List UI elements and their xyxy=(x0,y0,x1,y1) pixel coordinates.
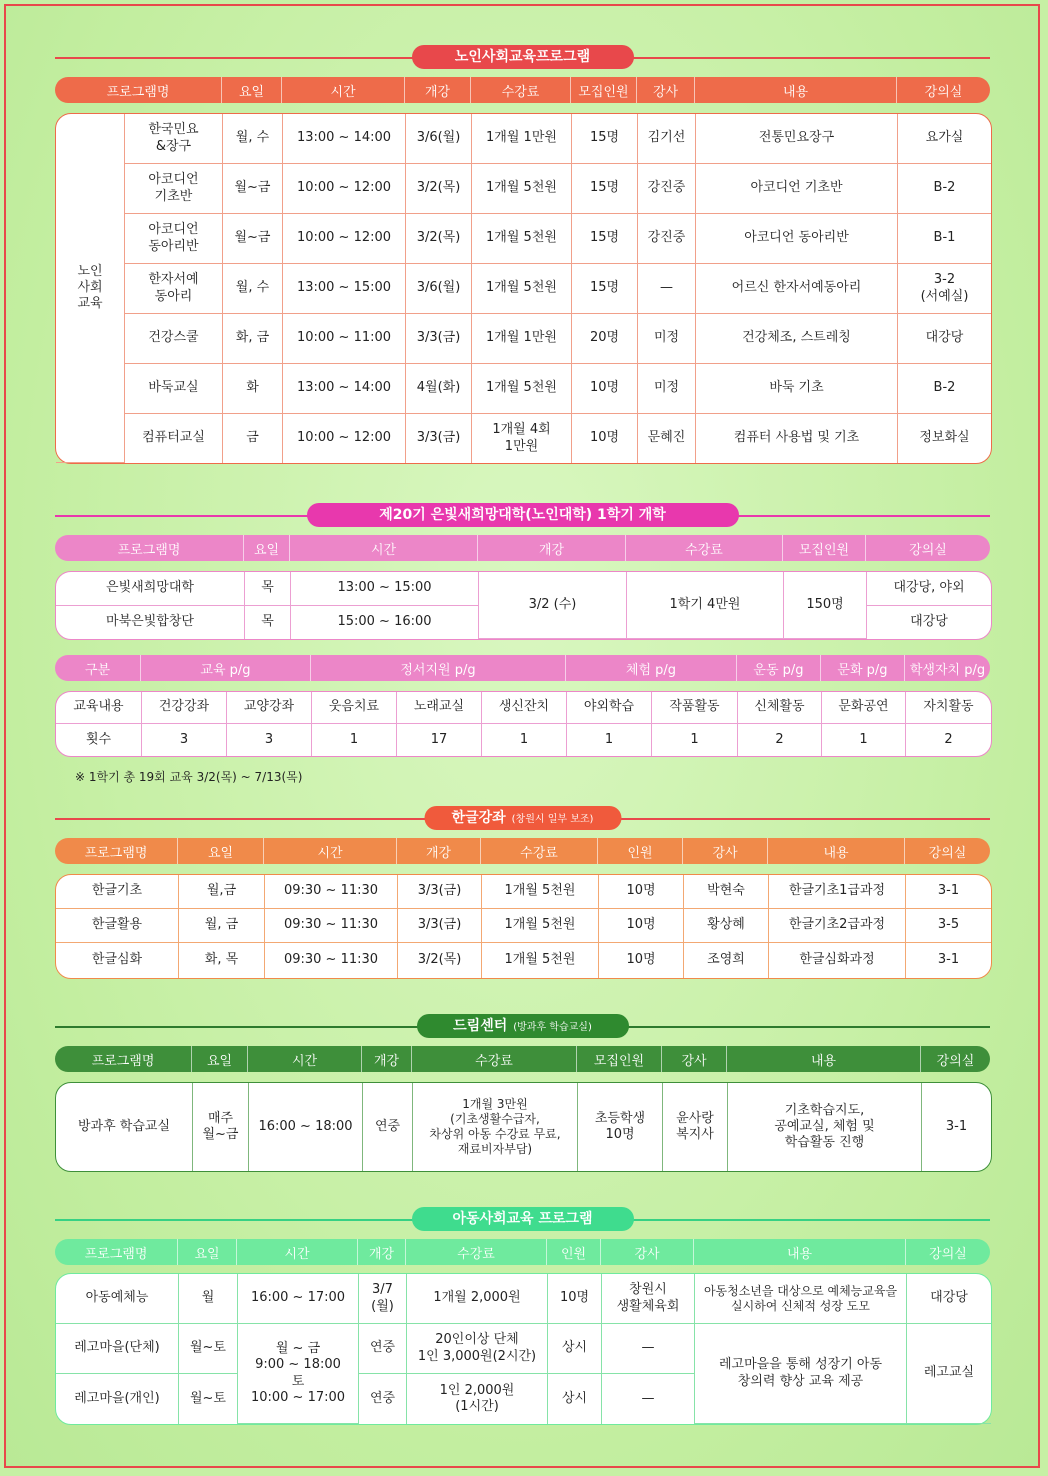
table-row xyxy=(56,314,991,364)
table-cell: 3-5 xyxy=(906,909,991,943)
table-cell: 1개월 5천원 xyxy=(482,875,599,909)
table-cell: — xyxy=(602,1374,695,1424)
table-cell: 3/2(목) xyxy=(406,214,472,264)
table-row xyxy=(56,264,991,314)
table-cell: 월~금 xyxy=(223,214,283,264)
table-cell: 바둑교실 xyxy=(125,364,223,414)
row-label: 횟수 xyxy=(56,724,142,756)
table-cell: 10:00 ~ 12:00 xyxy=(283,164,406,214)
table-cell: 건강체조, 스트레칭 xyxy=(696,314,898,364)
column-header: 수강료 xyxy=(481,838,598,864)
table-cell: 10명 xyxy=(572,414,638,463)
table-cell: 한글심화 xyxy=(56,943,179,978)
table-cell: 1학기 4만원 xyxy=(627,572,784,639)
table-cell: 은빛새희망대학 xyxy=(56,572,245,606)
column-header: 요일 xyxy=(178,1239,237,1265)
table-cell: 한글기초2급과정 xyxy=(769,909,906,943)
table-cell: 10명 xyxy=(599,875,684,909)
table-cell: 10:00 ~ 11:00 xyxy=(283,314,406,364)
table-cell: 2 xyxy=(738,724,822,756)
column-header: 요일 xyxy=(192,1046,248,1072)
table-row xyxy=(56,414,991,463)
column-header: 강의실 xyxy=(928,845,967,861)
table-row xyxy=(56,1324,991,1374)
section-title xyxy=(417,1014,629,1038)
column-header: 강의실 xyxy=(929,1246,967,1262)
row-label: 교육내용 xyxy=(56,692,142,724)
table-cell: 1개월 4회 1만원 xyxy=(472,414,572,463)
table-cell: 대강당 xyxy=(898,314,991,364)
column-header: 강사 xyxy=(683,838,768,864)
table-cell: 아코디언 동아리반 xyxy=(125,214,223,264)
table-cell: 월, 수 xyxy=(223,114,283,164)
table-cell: 3/3(금) xyxy=(398,875,482,909)
column-header: 수강료 xyxy=(626,535,783,561)
table-cell: 상시 xyxy=(548,1324,602,1374)
column-header: 내용 xyxy=(694,1239,906,1265)
table-cell: 3-1 xyxy=(945,1118,968,1134)
table-cell: 13:00 ~ 15:00 xyxy=(283,264,406,314)
table-cell: 3 xyxy=(142,724,227,756)
column-header: 내용 xyxy=(768,838,905,864)
table-cell: 3-1 xyxy=(937,952,960,968)
table-cell: 연중 xyxy=(359,1374,407,1424)
table-cell: 13:00 ~ 14:00 xyxy=(283,364,406,414)
table-cell: 초등학생 10명 xyxy=(578,1083,663,1171)
section-subtitle: (방과후 학습교실) xyxy=(513,1022,592,1033)
table-cell: 컴퓨터교실 xyxy=(125,414,223,463)
table-cell: B-2 xyxy=(898,364,991,414)
table-row xyxy=(56,364,991,414)
table-cell: 방과후 학습교실 xyxy=(56,1083,193,1171)
column-header: 강의실 xyxy=(924,84,963,100)
table-cell: 1 xyxy=(822,724,906,756)
column-header: 프로그램명 xyxy=(55,1239,178,1265)
column-header: 강의실 xyxy=(909,542,947,558)
table-cell: 3/3(금) xyxy=(406,414,472,463)
table-cell: 1개월 5천원 xyxy=(482,909,599,943)
column-header: 강의실 xyxy=(936,1053,975,1069)
table-cell: 교양강좌 xyxy=(227,692,312,724)
table-cell: 노래교실 xyxy=(397,692,482,724)
table-cell: 한글활용 xyxy=(56,909,179,943)
table-cell: 20명 xyxy=(572,314,638,364)
table-cell: 월, 수 xyxy=(223,264,283,314)
column-header: 인원 xyxy=(547,1239,601,1265)
silver-university-section xyxy=(55,503,990,793)
column-header: 수강료 xyxy=(412,1046,577,1072)
column-header: 강사 xyxy=(601,1239,694,1265)
table-cell: 16:00 ~ 17:00 xyxy=(238,1274,359,1324)
table-cell: 강진중 xyxy=(638,164,696,214)
section-title: 아동사회교육 프로그램 xyxy=(412,1207,634,1231)
table-cell: 월~금 xyxy=(223,164,283,214)
table-cell: 황상혜 xyxy=(684,909,769,943)
table-cell: 1 xyxy=(652,724,738,756)
column-header: 모집인원 xyxy=(571,77,637,103)
table-cell: 월 xyxy=(179,1274,238,1324)
table-cell: 3/3(금) xyxy=(406,314,472,364)
table-cell: 아코디언 기초반 xyxy=(696,164,898,214)
table-cell: 1개월 1만원 xyxy=(472,114,572,164)
column-header: 프로그램명 xyxy=(55,535,244,561)
table-cell: 건강스쿨 xyxy=(125,314,223,364)
category-label: 노인 사회 교육 xyxy=(56,114,125,463)
table-cell: 강진중 xyxy=(638,214,696,264)
table-cell: 15명 xyxy=(572,114,638,164)
table-cell: — xyxy=(602,1324,695,1374)
table-cell: 창원시 생활체육회 xyxy=(602,1274,695,1324)
table-cell: 1 xyxy=(312,724,397,756)
table-cell: 전통민요장구 xyxy=(696,114,898,164)
column-header: 교육 p/g xyxy=(141,655,311,681)
table-cell: 1개월 5천원 xyxy=(472,364,572,414)
table-cell: — xyxy=(638,264,696,314)
table-cell: 10:00 ~ 12:00 xyxy=(283,214,406,264)
section-title-text: 드림센터 xyxy=(453,1018,508,1034)
column-header: 인원 xyxy=(598,838,683,864)
table-cell: 15명 xyxy=(572,214,638,264)
table-cell: 월 ~ 금 9:00 ~ 18:00 토 10:00 ~ 17:00 xyxy=(238,1324,359,1424)
table-cell: 10명 xyxy=(548,1274,602,1324)
column-header: 모집인원 xyxy=(577,1046,662,1072)
column-header: 정서지원 p/g xyxy=(311,655,566,681)
dream-center-section xyxy=(55,1014,990,1179)
table-cell: 15명 xyxy=(572,264,638,314)
table-cell: 상시 xyxy=(548,1374,602,1424)
column-header: 프로그램명 xyxy=(55,1046,192,1072)
table-cell: 문화공연 xyxy=(822,692,906,724)
table-cell: 박현숙 xyxy=(684,875,769,909)
column-header: 구분 xyxy=(55,655,141,681)
table-cell: 09:30 ~ 11:30 xyxy=(265,943,398,978)
table-cell: 목 xyxy=(245,572,291,606)
table-cell: 작품활동 xyxy=(652,692,738,724)
table-cell: B-2 xyxy=(898,164,991,214)
table-cell: 윤사랑 복지사 xyxy=(663,1083,728,1171)
table-cell: 아동청소년을 대상으로 예체능교육을 실시하여 신체적 성장 도모 xyxy=(695,1274,907,1324)
column-header: 시간 xyxy=(282,77,405,103)
column-header: 요일 xyxy=(178,838,264,864)
table-cell: 레고마을(개인) xyxy=(56,1374,179,1424)
table-row xyxy=(56,692,991,724)
table-cell: 2 xyxy=(944,731,953,747)
table-cell: 야외학습 xyxy=(567,692,652,724)
table-row xyxy=(56,572,991,606)
table-cell: 웃음치료 xyxy=(312,692,397,724)
table-header xyxy=(55,535,990,561)
column-header: 강사 xyxy=(662,1046,727,1072)
table-cell: 연중 xyxy=(359,1324,407,1374)
table-cell: 화, 금 xyxy=(223,314,283,364)
column-header: 모집인원 xyxy=(783,535,866,561)
table-cell: 컴퓨터 사용법 및 기초 xyxy=(696,414,898,463)
column-header: 개강 xyxy=(358,1239,406,1265)
table-cell: 16:00 ~ 18:00 xyxy=(249,1083,363,1171)
table-cell: 어르신 한자서예동아리 xyxy=(696,264,898,314)
table-cell: 17 xyxy=(397,724,482,756)
column-header: 프로그램명 xyxy=(55,838,178,864)
column-header: 시간 xyxy=(248,1046,362,1072)
table-cell: 아코디언 기초반 xyxy=(125,164,223,214)
table-row xyxy=(56,875,991,909)
table-cell: 건강강좌 xyxy=(142,692,227,724)
table-cell: 1개월 1만원 xyxy=(472,314,572,364)
child-education-section xyxy=(55,1207,990,1432)
table-cell: 1인 2,000원 (1시간) xyxy=(407,1374,548,1424)
table-cell: 3-2 (서예실) xyxy=(898,264,991,314)
table-row xyxy=(56,724,991,756)
table-cell: 13:00 ~ 14:00 xyxy=(283,114,406,164)
table-cell: 마북은빛합창단 xyxy=(56,606,245,639)
table-cell: 대강당 xyxy=(910,614,948,630)
column-header: 수강료 xyxy=(471,77,571,103)
table-cell: 레고마을을 통해 성장기 아동 창의력 향상 교육 제공 xyxy=(695,1324,907,1424)
table-cell: 09:30 ~ 11:30 xyxy=(265,909,398,943)
hangul-table xyxy=(55,874,992,979)
table-cell: 1개월 5천원 xyxy=(472,264,572,314)
table-cell: 3-1 xyxy=(906,875,991,909)
table-cell: 4월(화) xyxy=(406,364,472,414)
table-cell: 미정 xyxy=(638,364,696,414)
table-cell: 한글기초 xyxy=(56,875,179,909)
table-cell: 3/6(월) xyxy=(406,264,472,314)
table-cell: 3/2(목) xyxy=(398,943,482,978)
column-header: 수강료 xyxy=(406,1239,547,1265)
table-cell: 3/2 (수) xyxy=(479,572,627,639)
table-cell: 3/2(목) xyxy=(406,164,472,214)
table-cell: 목 xyxy=(245,606,291,639)
column-header: 프로그램명 xyxy=(55,77,222,103)
table-cell: 3/6(월) xyxy=(406,114,472,164)
table-cell: 정보화실 xyxy=(919,430,970,446)
column-header: 내용 xyxy=(727,1046,921,1072)
column-header: 시간 xyxy=(290,535,478,561)
table-cell: 화, 목 xyxy=(179,943,265,978)
table-header xyxy=(55,838,990,864)
table-header xyxy=(55,77,990,103)
table-cell: 20인이상 단체 1인 3,000원(2시간) xyxy=(407,1324,548,1374)
dream-center-table xyxy=(55,1082,992,1172)
table-cell: 15:00 ~ 16:00 xyxy=(291,606,479,639)
table-cell: 기초학습지도, 공예교실, 체험 및 학습활동 진행 xyxy=(728,1083,922,1171)
semester-note: ※ 1학기 총 19회 교육 3/2(목) ~ 7/13(목) xyxy=(75,770,303,784)
column-header: 문화 p/g xyxy=(821,655,905,681)
child-program-table xyxy=(55,1273,992,1425)
column-header: 시간 xyxy=(264,838,397,864)
table-cell: 1 xyxy=(567,724,652,756)
column-header: 내용 xyxy=(695,77,897,103)
table-cell: 요가실 xyxy=(898,114,991,164)
table-cell: 1개월 3만원 (기초생활수급자, 차상위 아동 수강료 무료, 재료비자부담) xyxy=(413,1083,578,1171)
column-header: 시간 xyxy=(237,1239,358,1265)
senior-education-section xyxy=(55,45,990,465)
table-cell: 3 xyxy=(227,724,312,756)
section-title: 제20기 은빛새희망대학(노인대학) 1학기 개학 xyxy=(307,503,739,527)
table-cell: 금 xyxy=(223,414,283,463)
table-cell: 연중 xyxy=(363,1083,413,1171)
table-cell: 매주 월~금 xyxy=(193,1083,249,1171)
table-cell: 1개월 2,000원 xyxy=(407,1274,548,1324)
table-cell: 신체활동 xyxy=(738,692,822,724)
column-header: 개강 xyxy=(397,838,481,864)
table-cell: 1개월 5천원 xyxy=(482,943,599,978)
table-row xyxy=(56,1274,991,1324)
table-cell: 1개월 5천원 xyxy=(472,214,572,264)
table-row xyxy=(56,214,991,264)
table-cell: 레고교실 xyxy=(907,1324,991,1424)
column-header: 개강 xyxy=(362,1046,412,1072)
table-cell: 10명 xyxy=(599,909,684,943)
table-cell: 월~토 xyxy=(179,1374,238,1424)
table-cell: 13:00 ~ 15:00 xyxy=(291,572,479,606)
activity-count-table xyxy=(55,691,992,757)
section-subtitle: (창원시 일부 보조) xyxy=(511,814,594,825)
table-cell: 1개월 5천원 xyxy=(472,164,572,214)
table-row xyxy=(56,943,991,978)
section-title: 노인사회교육프로그램 xyxy=(412,45,634,69)
table-row xyxy=(56,1083,991,1171)
table-cell: 아코디언 동아리반 xyxy=(696,214,898,264)
table-cell: 한자서예 동아리 xyxy=(125,264,223,314)
table-cell: 15명 xyxy=(572,164,638,214)
table-cell: 10명 xyxy=(572,364,638,414)
table-cell: 레고마을(단체) xyxy=(56,1324,179,1374)
table-cell: 09:30 ~ 11:30 xyxy=(265,875,398,909)
column-header: 학생자치 p/g xyxy=(909,662,986,678)
table-cell: 문혜진 xyxy=(638,414,696,463)
column-header: 체험 p/g xyxy=(566,655,737,681)
table-cell: 김기선 xyxy=(638,114,696,164)
column-header: 개강 xyxy=(478,535,626,561)
column-header: 개강 xyxy=(405,77,471,103)
table-cell: 자치활동 xyxy=(906,692,991,724)
section-title-text: 한글강좌 xyxy=(451,810,506,826)
column-header: 운동 p/g xyxy=(737,655,821,681)
table-cell: 3/3(금) xyxy=(398,909,482,943)
table-cell: 한글심화과정 xyxy=(769,943,906,978)
table-cell: 조영희 xyxy=(684,943,769,978)
table-cell: 생신잔치 xyxy=(482,692,567,724)
section-title xyxy=(424,806,621,830)
table-row xyxy=(56,164,991,214)
table-cell: 10:00 ~ 12:00 xyxy=(283,414,406,463)
table-cell: 월,금 xyxy=(179,875,265,909)
table-cell: 월, 금 xyxy=(179,909,265,943)
table-cell: 미정 xyxy=(638,314,696,364)
table-cell: 한국민요 &장구 xyxy=(125,114,223,164)
table-cell: 1 xyxy=(482,724,567,756)
table-cell: 대강당, 야외 xyxy=(867,572,991,606)
table-cell: B-1 xyxy=(898,214,991,264)
table-cell: 10명 xyxy=(599,943,684,978)
table-row xyxy=(56,909,991,943)
table-cell: 화 xyxy=(223,364,283,414)
column-header: 요일 xyxy=(244,535,290,561)
table-cell: 3/7 (월) xyxy=(359,1274,407,1324)
silver-university-table xyxy=(55,571,992,640)
senior-program-table xyxy=(55,113,992,464)
table-cell: 바둑 기초 xyxy=(696,364,898,414)
table-header xyxy=(55,1046,990,1072)
table-cell: 150명 xyxy=(784,572,867,639)
hangul-section xyxy=(55,806,990,981)
category-header xyxy=(55,655,990,681)
table-header xyxy=(55,1239,990,1265)
table-row xyxy=(56,114,991,164)
table-cell: 월~토 xyxy=(179,1324,238,1374)
table-cell: 대강당 xyxy=(907,1274,991,1324)
column-header: 요일 xyxy=(222,77,282,103)
column-header: 강사 xyxy=(637,77,695,103)
table-cell: 아동예체능 xyxy=(56,1274,179,1324)
table-cell: 한글기초1급과정 xyxy=(769,875,906,909)
